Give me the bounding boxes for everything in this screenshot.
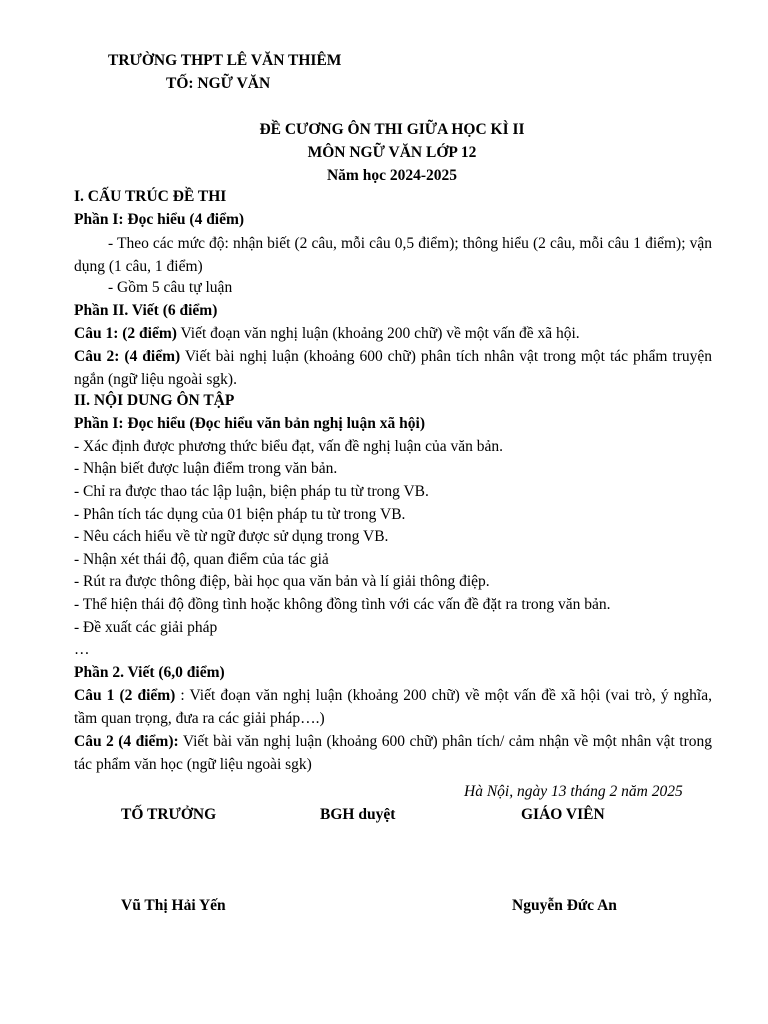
section2-q1-label: Câu 1 (2 điểm) [74, 687, 176, 704]
list-item: - Phân tích tác dụng của 01 biện pháp tu từ trong VB. [74, 506, 406, 523]
signer-teacher: Nguyễn Đức An [512, 897, 617, 914]
section2-part1-heading: Phần I: Đọc hiểu (Đọc hiểu văn bản nghị luận xã hội) [74, 415, 425, 432]
section1-part1-heading: Phần I: Đọc hiểu (4 điểm) [74, 211, 245, 228]
section1-question1 [74, 322, 712, 345]
document-title: ĐỀ CƯƠNG ÔN THI GIỮA HỌC KÌ II [259, 121, 525, 138]
school-year: Năm học 2024-2025 [326, 167, 458, 184]
section2-heading: II. NỘI DUNG ÔN TẬP [74, 392, 235, 409]
section2-q2-text: Viết bài văn nghị luận (khoảng 600 chữ) phân tích/ cảm nhận về một nhân vật trong tác phẩm văn học (ngữ liệu ngoài sgk) [74, 733, 712, 773]
list-item: - Đề xuất các giải pháp [74, 619, 218, 636]
list-item: - Xác định được phương thức biểu đạt, vấn đề nghị luận của văn bản. [74, 438, 503, 455]
section2-question1 [74, 684, 712, 730]
subject-title: MÔN NGỮ VĂN LỚP 12 [307, 144, 477, 161]
section2-q2-label: Câu 2 (4 điểm): [74, 733, 179, 750]
section1-q1-text: Viết đoạn văn nghị luận (khoảng 200 chữ) về một vấn đề xã hội. [176, 325, 580, 342]
school-name: TRƯỜNG THPT LÊ VĂN THIÊM [108, 52, 342, 69]
section1-q1-label: Câu 1: (2 điểm) [74, 325, 177, 342]
role-department-head: TỐ TRƯỞNG [121, 806, 217, 823]
signer-department-head: Vũ Thị Hải Yến [121, 897, 226, 914]
section2-question2 [74, 730, 712, 776]
section1-q2-label: Câu 2: (4 điểm) [74, 348, 181, 365]
department-name: TỐ: NGỮ VĂN [166, 75, 271, 92]
role-teacher: GIÁO VIÊN [521, 806, 605, 823]
list-item: - Thể hiện thái độ đồng tình hoặc không đồng tình với các vấn đề đặt ra trong văn bản. [74, 596, 611, 613]
list-item: - Chỉ ra được thao tác lập luận, biện pháp tu từ trong VB. [74, 483, 429, 500]
section1-part1-item2: - Gồm 5 câu tự luận [108, 279, 233, 296]
section2-part2-heading: Phần 2. Viết (6,0 điểm) [74, 664, 225, 681]
list-item: … [74, 641, 90, 658]
role-board-approval: BGH duyệt [320, 806, 396, 823]
section1-part1-item1: - Theo các mức độ: nhận biết (2 câu, mỗi câu 0,5 điểm); thông hiểu (2 câu, mỗi câu 1 điểm); vận dụng (1 câu, 1 điểm) [74, 235, 712, 275]
section1-part2-heading: Phần II. Viết (6 điểm) [74, 302, 218, 319]
section1-q2-text: Viết bài nghị luận (khoảng 600 chữ) phân tích nhân vật trong một tác phẩm truyện ngắn (ngữ liệu ngoài sgk). [74, 348, 712, 388]
list-item: - Rút ra được thông điệp, bài học qua văn bản và lí giải thông điệp. [74, 573, 490, 590]
date-location: Hà Nội, ngày 13 tháng 2 năm 2025 [464, 783, 683, 800]
section1-heading: I. CẤU TRÚC ĐỀ THI [74, 188, 227, 205]
section2-q1-text: : Viết đoạn văn nghị luận (khoảng 200 chữ) về một vấn đề xã hội (vai trò, ý nghĩa, tầm quan trọng, đưa ra các giải pháp….) [74, 687, 712, 727]
list-item: - Nêu cách hiểu về từ ngữ được sử dụng trong VB. [74, 528, 389, 545]
list-item: - Nhận biết được luận điểm trong văn bản. [74, 460, 338, 477]
section1-question2 [74, 345, 712, 391]
list-item: - Nhận xét thái độ, quan điểm của tác giả [74, 551, 329, 568]
